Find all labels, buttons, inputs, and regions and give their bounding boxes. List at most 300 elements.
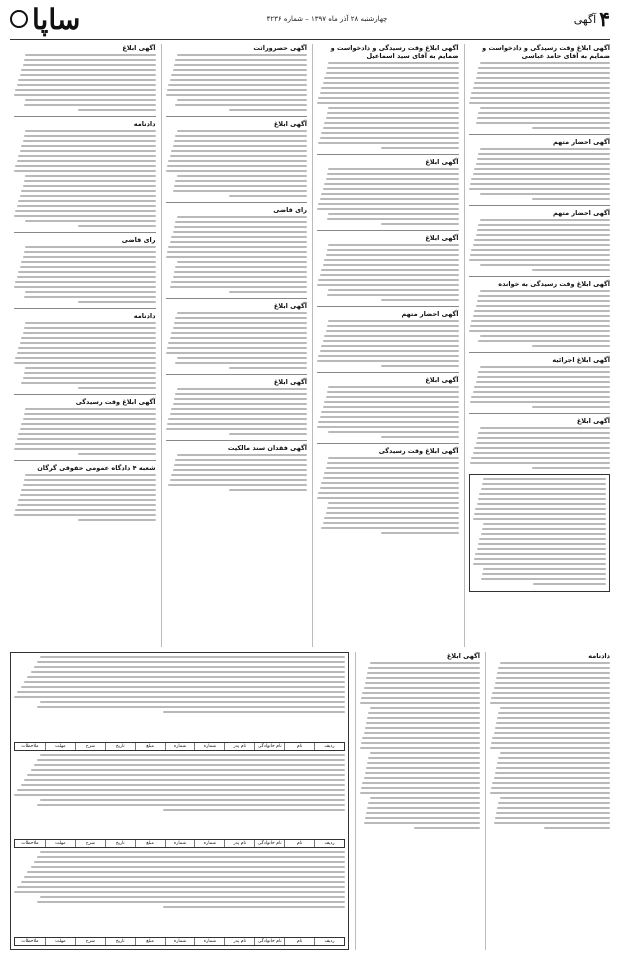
page-number-value: ۴ [599,7,610,31]
notice-body [469,427,611,469]
text-line [167,347,307,349]
text-line [15,443,155,445]
text-line [381,147,459,149]
text-line [15,210,155,212]
text-line [31,866,345,868]
notice-separator [14,232,156,233]
text-line [170,479,307,481]
text-line [177,216,307,218]
text-line [177,54,307,56]
text-line [168,484,307,486]
text-line [321,87,458,89]
text-line [323,188,459,190]
notice-separator [14,116,156,117]
notice-separator [166,374,308,375]
text-line [476,234,610,236]
text-line [533,583,606,585]
text-line [365,682,480,684]
text-line [15,281,155,283]
text-line [370,707,480,709]
notice-body [166,130,308,197]
notice [469,44,611,129]
text-line [34,861,345,863]
table-header-cell: نام خانوادگی [254,840,284,847]
text-line [23,64,156,66]
text-line [23,185,156,187]
text-line [167,423,307,425]
text-line [498,802,610,804]
text-line [21,784,345,786]
text-line [364,687,480,689]
header-rule [10,39,610,40]
text-line [471,457,610,459]
text-line [167,251,307,253]
text-line [170,286,307,288]
text-line [483,568,606,570]
text-line [476,442,610,444]
text-line [477,503,606,505]
text-line [477,300,610,302]
newspaper-logo [10,3,80,36]
lower-section [10,652,610,950]
boxed-notice [469,474,611,592]
table-header-cell: شماره [194,743,224,750]
text-line [364,822,480,824]
text-line [20,428,156,430]
text-line [481,533,606,535]
notice-body [166,216,308,293]
text-line [171,281,307,283]
text-line [20,494,156,496]
text-line [321,345,458,347]
text-line [14,362,156,364]
text-line [40,851,345,853]
notice-title: آگهی ابلاغ وقت رسیدگی [75,398,156,406]
notice-separator [317,154,459,155]
text-line [327,218,459,220]
text-line [471,92,610,94]
text-line [170,337,307,339]
table-header-cell: ملاحظات [21,939,39,945]
text-line [366,677,480,679]
text-line [175,104,307,106]
table-header-cell: مهلت [45,840,75,847]
text-line [24,779,345,781]
text-line [25,220,155,222]
notice-table [14,937,345,946]
text-line [31,769,345,771]
text-line [321,132,458,134]
text-line [175,362,307,364]
text-line [476,381,610,383]
notice [360,652,480,829]
lower-column-1 [485,652,610,950]
notice-body [14,130,156,227]
text-line [500,662,610,664]
text-line [327,325,459,327]
text-line [25,367,155,369]
text-line [478,224,610,226]
text-line [37,706,345,708]
text-line [327,249,459,251]
text-line [478,432,610,434]
text-line [174,226,307,228]
text-line [25,322,155,324]
text-line [320,198,459,200]
text-line [532,406,610,408]
text-line [470,97,610,99]
text-line [320,92,459,94]
text-line [317,426,459,428]
table-header-cell: ردیف [314,743,344,750]
text-line [321,482,458,484]
text-line [174,271,307,273]
text-line [21,881,345,883]
text-line [370,662,480,664]
text-line [21,337,155,339]
text-line [174,140,307,142]
text-line [163,711,345,713]
table-header-cell: شرح [75,743,105,750]
table-header-cell: نام خانوادگی [254,743,284,750]
text-line [474,239,610,241]
notice-separator [469,276,611,277]
table-header-cell: مهلت [45,743,75,750]
text-line [476,122,610,124]
text-line [166,428,308,430]
text-line [174,322,307,324]
table-header-cell: ملاحظات [21,743,39,749]
notice-separator [469,134,611,135]
text-line [14,94,156,96]
text-line [480,62,610,64]
notice-title: رای قاضی [273,206,307,214]
text-line [491,697,610,699]
text-line [490,702,610,704]
notice [14,312,156,389]
tabular-notices-box [10,652,349,950]
text-line [328,431,458,433]
notice [317,44,459,149]
text-line [24,372,156,374]
notice-body [14,656,345,742]
text-line [23,377,156,379]
notice-body [469,148,611,200]
text-line [381,532,459,534]
text-line [324,183,458,185]
notice [14,464,156,521]
notice-title: دادنامه [133,312,156,320]
text-line [15,165,155,167]
text-line [368,712,480,714]
text-line [498,757,610,759]
text-line [171,236,307,238]
notice-body [14,54,156,111]
text-line [414,827,480,829]
text-line [381,365,459,367]
text-line [24,876,345,878]
text-line [40,754,345,756]
text-line [37,901,345,903]
notice [469,138,611,200]
text-line [470,462,610,464]
table-header-cell: نام پدر [224,938,254,945]
text-line [78,109,156,111]
text-line [365,817,480,819]
text-line [474,558,606,560]
text-line [323,264,459,266]
text-line [367,762,480,764]
text-line [14,891,345,893]
text-line [17,691,345,693]
notice-title: آگهی حصروراثت [253,44,307,52]
text-line [324,472,458,474]
text-line [17,160,156,162]
text-line [477,437,610,439]
text-line [229,367,307,369]
text-line [473,173,610,175]
table-header-cell: شماره [194,938,224,945]
masthead [0,0,620,38]
text-line [544,827,610,829]
text-line [494,822,610,824]
text-line [21,686,345,688]
text-line [477,229,610,231]
text-line [480,290,610,292]
text-line [17,84,156,86]
notice-title: آگهی ابلاغ [425,234,459,242]
notice-body [317,62,459,149]
text-line [479,493,606,495]
table-header-cell: نام پدر [224,840,254,847]
table-header-cell: مهلت [45,938,75,945]
text-line [361,787,480,789]
text-line [478,112,610,114]
text-line [532,198,610,200]
text-line [177,454,307,456]
text-line [27,676,345,678]
text-line [18,200,155,202]
text-line [474,168,610,170]
text-line [495,772,610,774]
text-line [324,122,458,124]
text-line [24,413,156,415]
text-line [24,59,156,61]
text-line [78,301,156,303]
text-line [168,160,307,162]
text-line [496,722,610,724]
text-line [328,62,458,64]
text-line [317,208,459,210]
notice-title: آگهی احضار متهم [401,310,459,318]
text-line [328,320,458,322]
text-line [27,871,345,873]
text-line [17,886,345,888]
notice [166,444,308,491]
text-line [166,170,308,172]
text-line [23,256,156,258]
text-line [25,54,155,56]
text-line [168,84,307,86]
text-line [24,180,156,182]
text-line [173,69,307,71]
tabular-notice [14,656,345,751]
text-line [318,203,458,205]
text-line [170,413,307,415]
notice-title: دادنامه [588,652,610,660]
text-line [177,175,307,177]
text-line [17,438,156,440]
text-line [31,671,345,673]
text-line [18,79,155,81]
text-line [21,382,155,384]
table-header-cell: ملاحظات [21,841,39,847]
text-line [496,767,610,769]
text-line [482,528,606,530]
issue-line: چهارشنبه ۲۸ آذر ماه ۱۳۹۷ – شماره ۴۲۳۶ [266,15,388,23]
table-header-cell: نام خانوادگی [254,938,284,945]
text-line [24,479,156,481]
tabular-notice [14,754,345,849]
text-line [20,150,156,152]
text-line [328,289,458,291]
text-line [474,386,610,388]
text-line [474,82,610,84]
notice-title: آگهی فقدان سند مالکیت [227,444,307,452]
text-line [321,193,458,195]
text-line [473,87,610,89]
text-line [328,213,458,215]
text-line [474,513,606,515]
text-line [327,391,459,393]
text-line [24,681,345,683]
text-line [318,279,458,281]
notice-body [14,474,156,521]
text-line [473,563,607,565]
text-line [321,527,458,529]
text-line [27,774,345,776]
text-line [368,802,480,804]
notice-body [166,388,308,435]
text-line [328,502,458,504]
notice-separator [166,440,308,441]
text-line [14,215,156,217]
notice-separator [14,394,156,395]
text-line [166,94,308,96]
text-line [367,717,480,719]
notice [317,310,459,367]
text-line [167,89,307,91]
notice-body [317,386,459,438]
text-line [478,498,606,500]
page-section-label: آگهی [573,12,597,26]
text-line [360,702,480,704]
notice-table [14,742,345,751]
text-line [475,553,606,555]
notice-title: آگهی ابلاغ وقت رسیدگی [378,447,459,455]
text-line [361,742,480,744]
text-line [18,155,155,157]
notice-body [317,168,459,225]
text-line [171,332,307,334]
notice [166,378,308,435]
text-line [40,656,345,658]
notice-title: رای قاضی [121,236,156,244]
text-line [166,352,308,354]
text-line [327,294,459,296]
text-line [318,97,458,99]
text-line [175,135,307,137]
notice-body [14,754,345,840]
text-line [173,403,307,405]
notice-separator [469,205,611,206]
notice-body [317,457,459,534]
text-line [500,707,610,709]
notice-title: آگهی ابلاغ [273,302,307,310]
text-line [368,667,480,669]
text-line [370,797,480,799]
table-header-cell: نام [284,840,314,847]
text-line [14,794,345,796]
text-line [25,246,155,248]
page-number [574,7,610,31]
text-line [320,350,459,352]
text-line [18,433,155,435]
text-line [177,261,307,263]
text-line [171,408,307,410]
text-line [177,130,307,132]
text-line [490,747,610,749]
text-line [478,543,606,545]
text-line [469,259,611,261]
text-line [78,519,156,521]
text-line [365,772,480,774]
text-line [477,117,610,119]
notice-title: آگهی احضار متهم [553,138,610,146]
text-line [326,512,459,514]
text-line [496,812,610,814]
text-line [324,517,458,519]
text-line [37,856,345,858]
notice-body [166,312,308,369]
text-line [494,777,610,779]
text-line [170,241,307,243]
notice-body [490,662,610,829]
text-line [40,799,345,801]
text-line [323,477,459,479]
text-line [25,291,155,293]
text-line [473,244,610,246]
text-line [175,59,307,61]
notice-body [469,219,611,271]
notice [469,280,611,347]
table-header-cell: نام [284,743,314,750]
notice [166,302,308,369]
text-line [177,312,307,314]
notice-body [14,408,156,455]
text-line [24,251,156,253]
text-line [471,249,610,251]
text-line [174,64,307,66]
text-line [321,411,458,413]
text-line [173,327,307,329]
text-line [470,401,610,403]
text-line [171,74,307,76]
text-line [318,421,458,423]
text-line [326,396,459,398]
text-line [25,474,155,476]
notice-title: آگهی ابلاغ [576,417,610,425]
